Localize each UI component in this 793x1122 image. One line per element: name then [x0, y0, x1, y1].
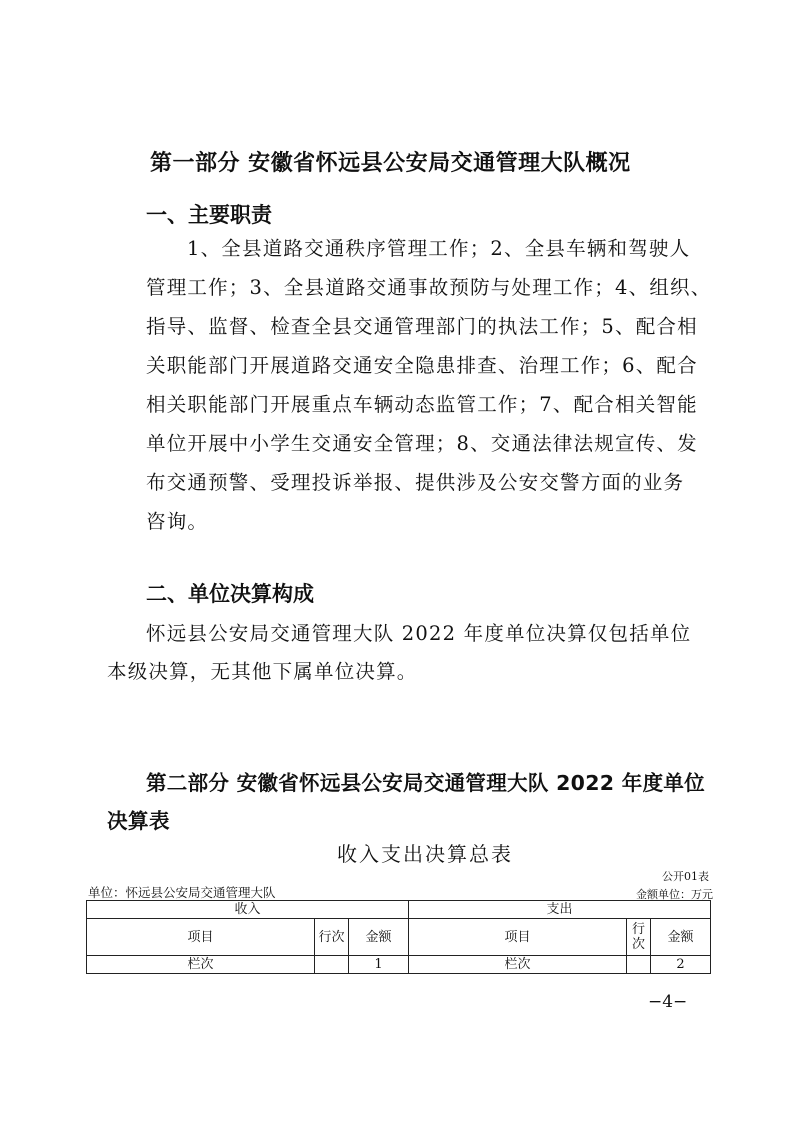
expense-row-empty [627, 956, 651, 974]
expense-amount-header: 金额 [651, 919, 711, 956]
section1-line: 管理工作；3、全县道路交通事故预防与处理工作；4、组织、 [146, 276, 712, 299]
expense-item-header: 项目 [409, 919, 627, 956]
part2-title-continued: 决算表 [107, 809, 170, 833]
income-amount-header: 金额 [349, 919, 409, 956]
income-row-empty [315, 956, 349, 974]
section1-line: 1、全县道路交通秩序管理工作；2、全县车辆和驾驶人 [187, 237, 691, 260]
table-title: 收入支出决算总表 [337, 842, 513, 866]
page-number: −4− [648, 992, 688, 1012]
section2-heading: 二、单位决算构成 [146, 582, 314, 606]
income-row-header: 行次 [315, 919, 349, 956]
income-expense-table [86, 900, 711, 974]
section1-line: 单位开展中小学生交通安全管理；8、交通法律法规宣传、发 [146, 432, 698, 455]
section1-line: 咨询。 [146, 510, 209, 533]
expense-row-header: 行次 [627, 919, 651, 956]
section1-line: 关职能部门开展道路交通安全隐患排查、治理工作；6、配合 [146, 354, 698, 377]
section1-line: 相关职能部门开展重点车辆动态监管工作；7、配合相关智能 [146, 393, 698, 416]
expense-column-number: 2 [651, 956, 711, 974]
unit-name: 单位：怀远县公安局交通管理大队 [88, 885, 276, 900]
part1-title: 第一部分 安徽省怀远县公安局交通管理大队概况 [150, 151, 631, 176]
income-column-label: 栏次 [87, 956, 315, 974]
amount-unit: 金额单位：万元 [636, 888, 713, 901]
expense-header: 支出 [409, 901, 711, 919]
table-code: 公开01表 [662, 870, 709, 883]
income-column-number: 1 [349, 956, 409, 974]
section2-line: 本级决算，无其他下属单位决算。 [107, 660, 418, 683]
income-header: 收入 [87, 901, 409, 919]
income-item-header: 项目 [87, 919, 315, 956]
section1-heading: 一、主要职责 [146, 203, 272, 227]
section2-line: 怀远县公安局交通管理大队 2022 年度单位决算仅包括单位 [146, 622, 692, 645]
section1-line: 指导、监督、检查全县交通管理部门的执法工作；5、配合相 [146, 315, 698, 338]
expense-column-label: 栏次 [409, 956, 627, 974]
section1-line: 布交通预警、受理投诉举报、提供涉及公安交警方面的业务 [146, 471, 685, 494]
part2-title: 第二部分 安徽省怀远县公安局交通管理大队 2022 年度单位 [146, 771, 705, 795]
